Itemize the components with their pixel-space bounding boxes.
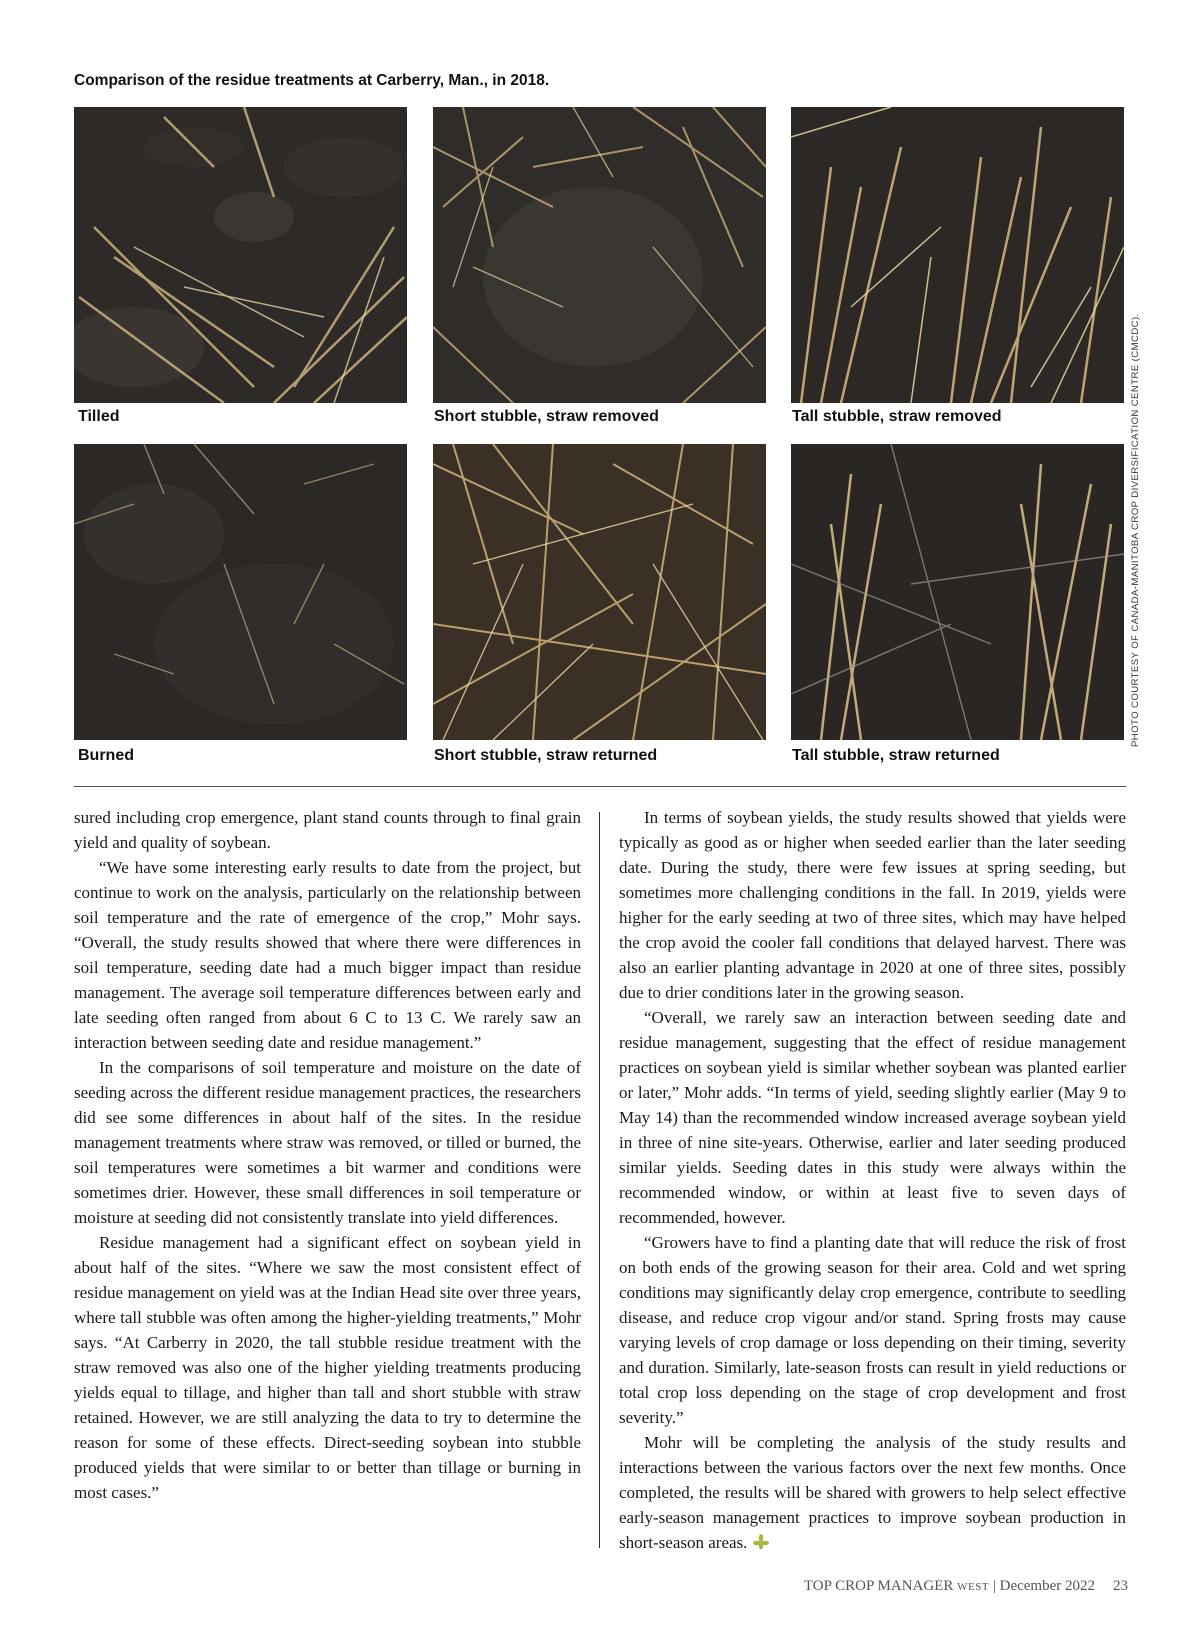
- paragraph: sured including crop emergence, plant stand counts through to final grain yield and quality of soybean.: [74, 808, 581, 852]
- photo-label-short-stubble-returned: Short stubble, straw returned: [434, 747, 658, 764]
- paragraph: “Growers have to find a planting date that will reduce the risk of frost on both ends of the growing season for their area. Cold and wet spring conditions may significantly delay crop emergence, contribute to seedling disease, and reduce crop vigour and/or stand. Spring frosts may cause varying levels of crop damage or loss depending on their timing, severity and duration. Similarly, late-season frosts can result in yield reductions or total crop loss depending on the stage of crop development and frost severity.”: [619, 1233, 1126, 1427]
- column-divider: [599, 812, 600, 1548]
- page-footer: TOP CROP MANAGER WEST | December 2022 23: [803, 1578, 1128, 1594]
- photo-short-stubble-returned: [433, 444, 766, 740]
- end-of-article-leaf-icon: [753, 1534, 769, 1550]
- paragraph: Residue management had a significant effect on soybean yield in about half of the sites. “Where we saw the most consistent effect of residue management on yield was at the Indian Head site over three years, where tall stubble was often among the higher-yielding treatments,” Mohr says. “At Carberry in 2020, the tall stubble residue treatment with the straw removed was also one of the higher yielding treatments producing yields equal to tillage, and higher than tall and short stubble with straw retained. However, we are still analyzing the data to try to determine the reason for some of these effects. Direct-seeding soybean into stubble produced yields that were similar to or better than tillage or burning in most cases.”: [74, 1233, 581, 1502]
- photo-tilled-image: [74, 107, 407, 403]
- page-number: 23: [1113, 1578, 1128, 1594]
- photo-short-stubble-returned-image: [433, 444, 766, 740]
- photo-short-stubble-removed-image: [433, 107, 766, 403]
- photo-burned: [74, 444, 407, 740]
- article-column-left: [74, 805, 581, 1505]
- photo-short-stubble-removed: [433, 107, 766, 403]
- paragraph: In the comparisons of soil temperature and moisture on the date of seeding across the different residue management practices, the researchers did see some differences in about half of the sites. In the residue management treatments where straw was removed, or tilled or burned, the soil temperatures were sometimes a bit warmer and conditions were sometimes drier. However, these small differences in soil temperature or moisture at seeding did not consistently translate into yield differences.: [74, 1058, 581, 1227]
- final-paragraph: [619, 1430, 1126, 1555]
- paragraph-text: Mohr will be completing the analysis of the study results and interactions between the various factors over the next few months. Once completed, the results will be shared with growers to help select effective early-season management practices to improve soybean production in short-season areas.: [619, 1433, 1126, 1552]
- section-divider: [74, 786, 1126, 787]
- photo-label-tall-stubble-removed: Tall stubble, straw removed: [792, 408, 1002, 425]
- photo-tilled: [74, 107, 407, 403]
- magazine-edition: WEST: [957, 1581, 990, 1593]
- figure-title: Comparison of the residue treatments at Carberry, Man., in 2018.: [74, 72, 550, 89]
- magazine-name: TOP CROP MANAGER: [803, 1578, 954, 1594]
- article-column-right: [619, 805, 1126, 1555]
- photo-tall-stubble-removed-image: [791, 107, 1124, 403]
- photo-tall-stubble-returned: [791, 444, 1124, 740]
- photo-burned-image: [74, 444, 407, 740]
- photo-tall-stubble-removed: [791, 107, 1124, 403]
- photo-tall-stubble-returned-image: [791, 444, 1124, 740]
- issue-date: December 2022: [999, 1578, 1095, 1594]
- paragraph: “We have some interesting early results to date from the project, but continue to work on the analysis, particularly on the relationship between soil temperature and the rate of emergence of the crop,” Mohr says. “Overall, the study results showed that where there were differences in soil temperature, seeding date had a much bigger impact than residue management. The average soil temperature differences between early and late seeding often ranged from about 6 C to 13 C. We rarely saw an interaction between seeding date and residue management.”: [74, 858, 581, 1052]
- photo-credit: PHOTO COURTESY OF CANADA-MANITOBA CROP DIVERSIFICATION CENTRE (CMCDC).: [1130, 313, 1141, 747]
- photo-label-tall-stubble-returned: Tall stubble, straw returned: [792, 747, 1000, 764]
- paragraph: In terms of soybean yields, the study results showed that yields were typically as good as or higher when seeded earlier than the later seeding date. During the study, there were few issues at spring seeding, but sometimes more challenging conditions in the fall. In 2019, yields were higher for the early seeding at two of three sites, which may have helped the crop avoid the cooler fall conditions that delayed harvest. There was also an earlier planting advantage in 2020 at one of three sites, possibly due to drier conditions later in the growing season.: [619, 808, 1126, 1002]
- photo-label-short-stubble-removed: Short stubble, straw removed: [434, 408, 659, 425]
- photo-label-burned: Burned: [78, 747, 134, 764]
- photo-label-tilled: Tilled: [78, 408, 120, 425]
- paragraph: “Overall, we rarely saw an interaction between seeding date and residue management, suggesting that the effect of residue management practices on soybean yield is similar whether soybean was planted earlier or later,” Mohr adds. “In terms of yield, seeding slightly earlier (May 9 to May 14) than the recommended window increased average soybean yield in three of nine site-years. Otherwise, earlier and later seeding produced similar yields. Seeding dates in this study were always within the recommended window, or within at least five to seven days of recommended, however.: [619, 1008, 1126, 1227]
